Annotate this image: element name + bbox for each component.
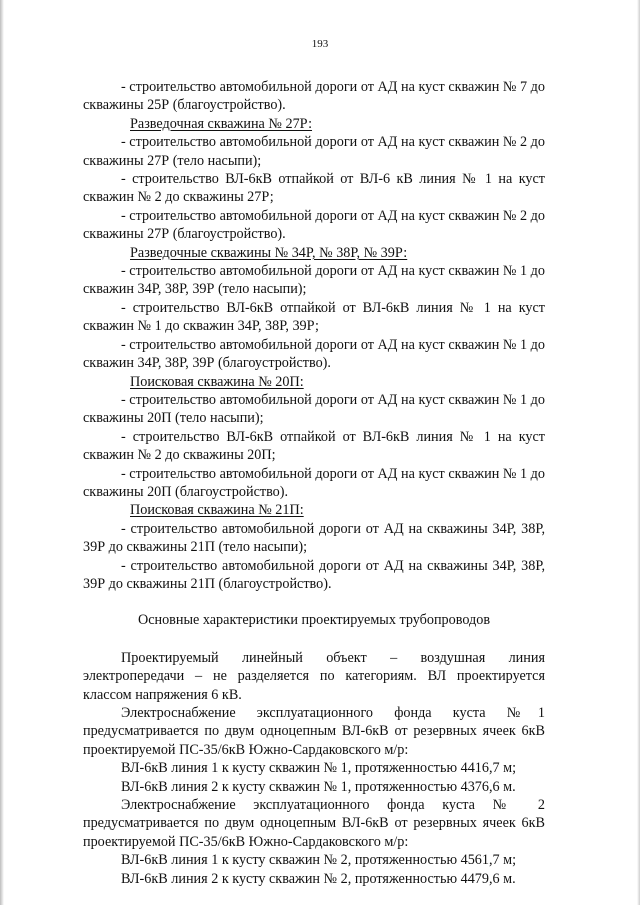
- paragraph: ВЛ-6кВ линия 1 к кусту скважин № 1, протяженностью 4416,7 м;: [121, 760, 517, 777]
- section-heading: Поисковая скважина № 21П:: [130, 502, 304, 519]
- document-body: [83, 78, 545, 888]
- section-heading: Разведочная скважина № 27Р:: [130, 115, 313, 132]
- paragraph: ВЛ-6кВ линия 2 к кусту скважин № 1, протяженностью 4376,6 м.: [121, 778, 516, 795]
- paragraph: Проектируемый линейный объект – воздушная линия электропередачи – не разделяется по категориям. ВЛ проектируется классом напряжения 6 кВ.: [83, 649, 545, 703]
- list-item: - строительство автомобильной дороги от АД на куст скважин № 7 до скважины 25Р (благоустройство).: [83, 79, 545, 114]
- list-item: - строительство ВЛ-6кВ отпайкой от ВЛ-6кВ линия № 1 на куст скважин № 1 до скважин 34Р, 38Р, 39Р;: [83, 299, 545, 335]
- list-item: - строительство автомобильной дороги от АД на куст скважин № 1 до скважины 20П (благоустройство).: [83, 465, 545, 500]
- list-item: - строительство автомобильной дороги от АД на скважины 34Р, 38Р, 39Р до скважины 21П (тело насыпи);: [83, 520, 545, 556]
- list-item: - строительство автомобильной дороги от АД на куст скважин № 2 до скважины 27Р (тело насыпи);: [83, 134, 545, 169]
- section-heading: Разведочные скважины № 34Р, № 38Р, № 39Р:: [130, 244, 408, 261]
- list-item: - строительство ВЛ-6кВ отпайкой от ВЛ-6 кВ линия № 1 на куст скважин № 2 до скважины 27Р;: [83, 171, 545, 206]
- list-item: - строительство автомобильной дороги от АД на куст скважин № 2 до скважины 27Р (благоустройство).: [83, 207, 545, 243]
- list-item: - строительство ВЛ-6кВ отпайкой от ВЛ-6кВ линия № 1 на куст скважин № 2 до скважины 20П;: [83, 428, 545, 464]
- page-number: 193: [311, 38, 329, 50]
- section-title: Основные характеристики проектируемых трубопроводов: [137, 612, 491, 629]
- list-item: - строительство автомобильной дороги от АД на куст скважин № 1 до скважин 34Р, 38Р, 39Р (тело насыпи);: [83, 263, 545, 298]
- list-item: - строительство автомобильной дороги от АД на куст скважин № 1 до скважины 20П (тело насыпи);: [83, 391, 545, 427]
- section-heading: Поисковая скважина № 20П:: [130, 373, 304, 390]
- list-item: - строительство автомобильной дороги от АД на куст скважин № 1 до скважин 34Р, 38Р, 39Р (благоустройство).: [83, 336, 545, 372]
- list-item: - строительство автомобильной дороги от АД на скважины 34Р, 38Р, 39Р до скважины 21П (благоустройство).: [83, 557, 545, 592]
- paragraph: Электроснабжение эксплуатационного фонда куста № 2 предусматривается по двум одноцепным ВЛ-6кВ от резервных ячеек 6кВ проектируемой ПС-35/6кВ Южно-Сардаковского м/р:: [83, 797, 545, 850]
- paragraph: ВЛ-6кВ линия 1 к кусту скважин № 2, протяженностью 4561,7 м;: [121, 852, 517, 869]
- scan-edge-left: [0, 0, 4, 905]
- paragraph: Электроснабжение эксплуатационного фонда куста №1 предусматривается по двум одноцепным ВЛ-6кВ от резервных ячеек 6кВ проектируемой ПС-35/6кВ Южно-Сардаковского м/р:: [83, 705, 545, 758]
- paragraph: ВЛ-6кВ линия 2 к кусту скважин № 2, протяженностью 4479,6 м.: [121, 870, 516, 887]
